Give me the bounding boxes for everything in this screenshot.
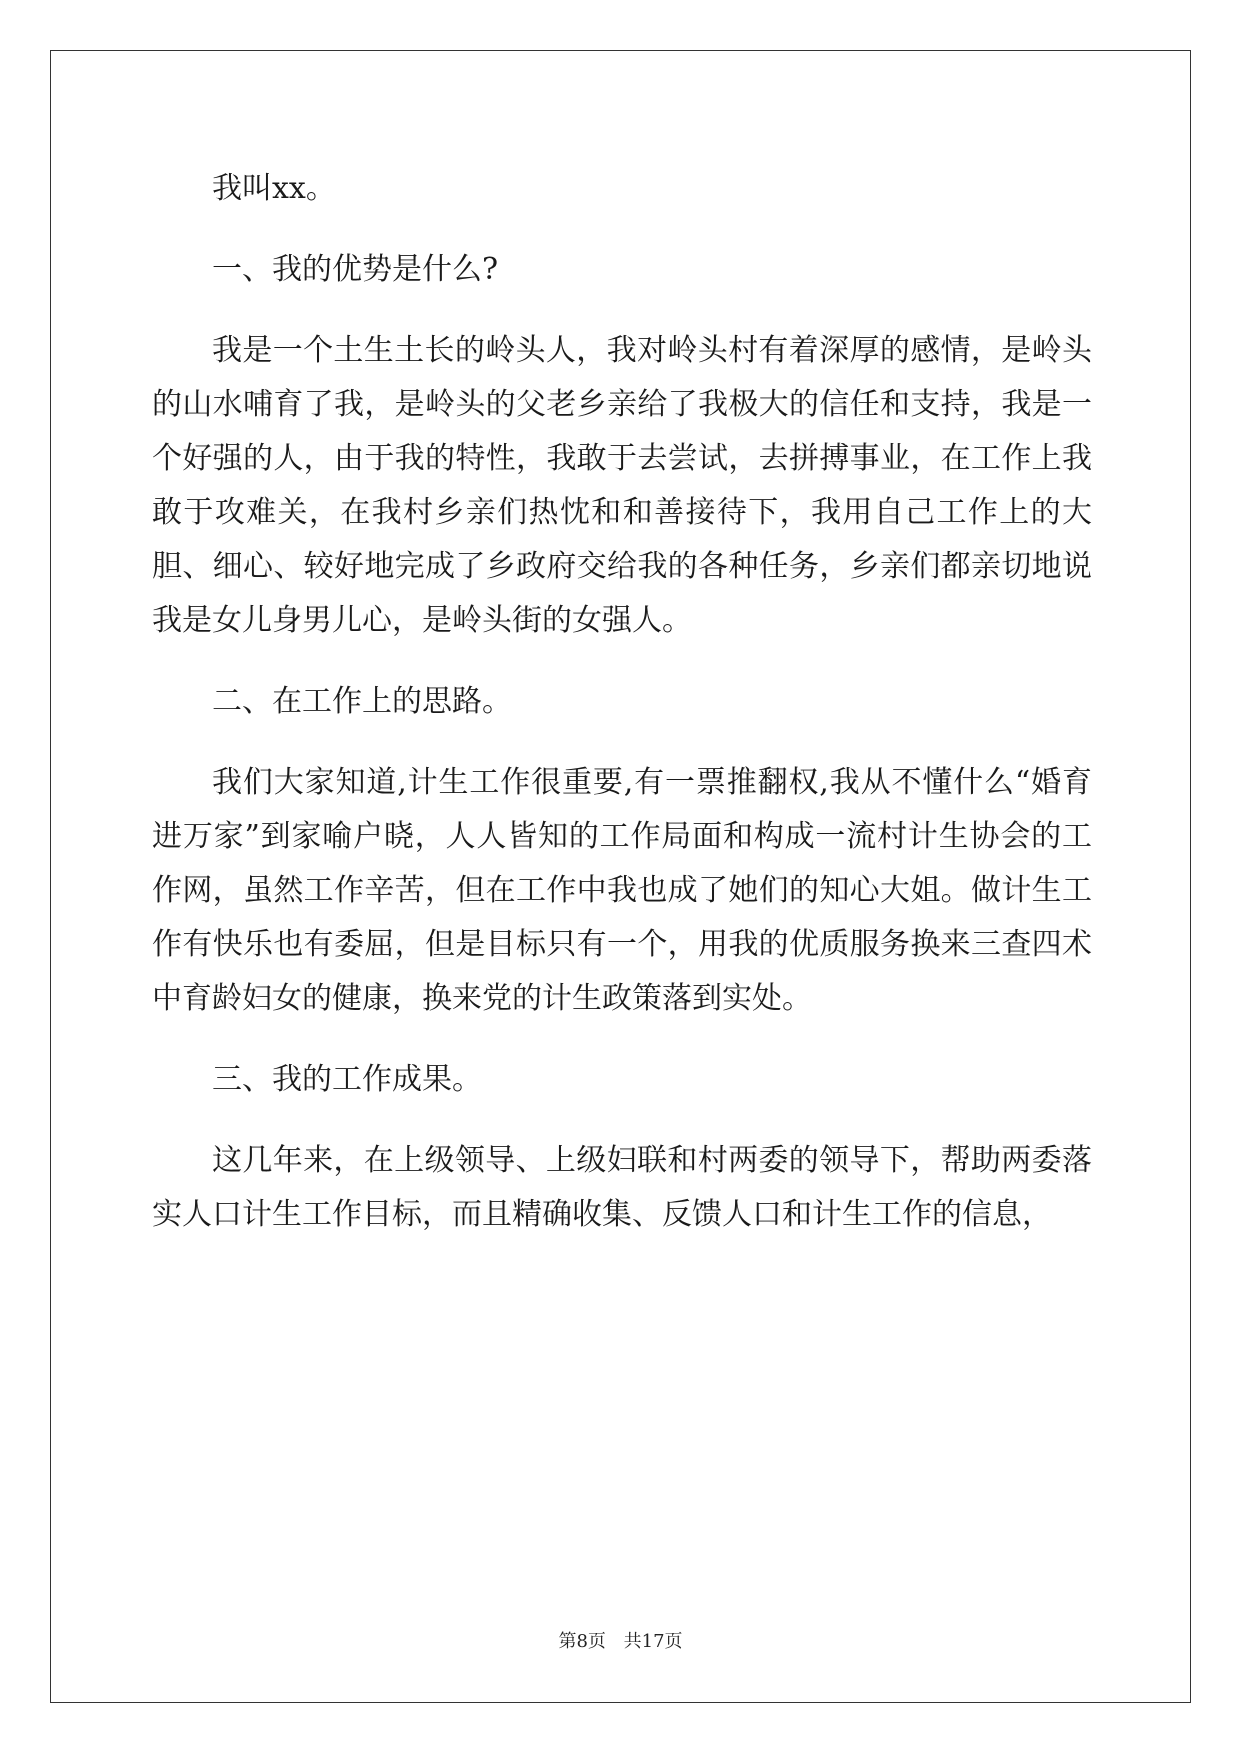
paragraph-work-results: 这几年来，在上级领导、上级妇联和村两委的领导下，帮助两委落实人口计生工作目标，而且精确收集、反馈人口和计生工作的信息， [152,1143,1092,1232]
paragraph-advantages: 我是一个土生土长的岭头人，我对岭头村有着深厚的感情，是岭头的山水哺育了我，是岭头的父老乡亲给了我极大的信任和支持，我是一个好强的人，由于我的特性，我敢于去尝试，去拼搏事业，在工作上我敢于攻难关，在我村乡亲们热忱和和善接待下，我用自己工作上的大胆、细心、较好地完成了乡政府交给我的各种任务，乡亲们都亲切地说我是女儿身男儿心，是岭头街的女强人。 [152,333,1092,638]
page-total: 共17页 [623,1631,683,1652]
heading-work-results: 三、我的工作成果。 [212,1062,482,1097]
heading-advantages: 一、我的优势是什么? [212,252,499,287]
paragraph-work-approach: 我们大家知道,计生工作很重要,有一票推翻权,我从不懂什么“婚育进万家”到家喻户晓，人人皆知的工作局面和构成一流村计生协会的工作网，虽然工作辛苦，但在工作中我也成了她们的知心大姐。做计生工作有快乐也有委屈，但是目标只有一个，用我的优质服务换来三查四术中育龄妇女的健康，换来党的计生政策落到实处。 [152,765,1092,1016]
page-number: 第8页 [558,1631,606,1652]
paragraph-intro: 我叫xx。 [212,171,336,206]
document-body [152,162,1092,1269]
heading-work-approach: 二、在工作上的思路。 [212,684,512,719]
page-footer [0,1627,1241,1653]
